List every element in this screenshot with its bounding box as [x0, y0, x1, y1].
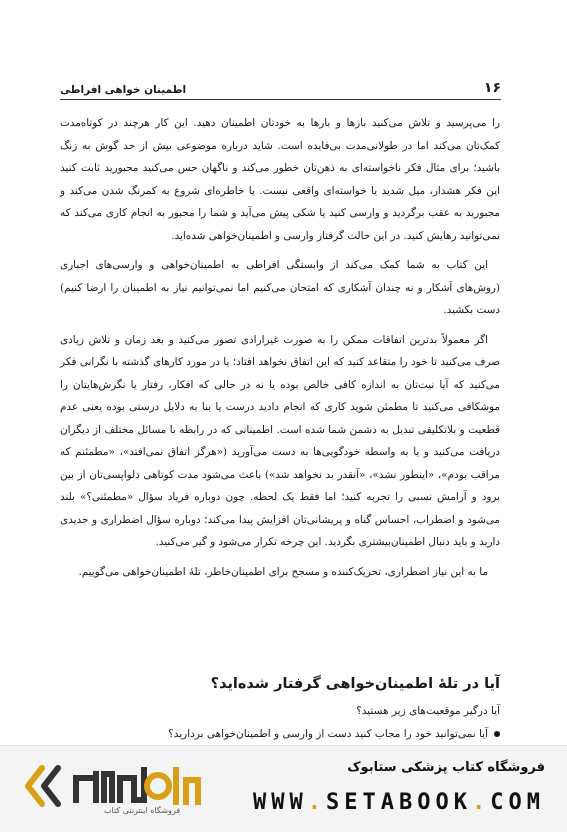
paragraph: ما به این نیاز اضطراری، تحریک‌کننده و مسجح برای اطمینان‌خاطر، تلهٔ اطمینان‌خواهی می‌گوییم.: [78, 565, 488, 578]
logo-subtitle: فروشگاه اینترنتی کتاب: [104, 806, 181, 815]
store-url[interactable]: [253, 790, 545, 815]
running-title: اطمینان خواهی افراطی: [60, 84, 187, 96]
setabook-logo-icon: [20, 756, 220, 826]
body-text: [60, 112, 500, 590]
paragraph: اگر معمولاً بدترین اتفاقات ممکن را به صورت غیرارادی تصور می‌کنید و بعد زمان و تلاش زیادی صرف می‌کنید تا خود را متقاعد کنید که این اتفاق نخواهد افتاد؛ یا در مورد کارهای گذشته با نگرانی فکر می‌کنید که آیا نیت‌تان به اندازه کافی خالص بوده یا نه در حالی که افکار، رفتار یا نگرش‌هایتان را موشکافی می‌کنید تا مطمئن شوید کاری که انجام دادید درست یا بنا به دلایل درستی بوده یعنی عدم قطعیت و بلاتکلیفی تبدیل به دشمن شما شده است. اطمینانی که در رابطه با مسائل مختلف از دیگران دریافت می‌کنید و یا به واسطه خودگویی‌ها به دست می‌آورید («هرگز اتفاق نمی‌افتد»، «مطمئنم که مراقب بودم»، «اینطور نشد»، «آنقدر بد نخواهد شد») باعث می‌شود مدت کوتاهی دلواپسی‌تان از بین برود و آرامش نسبی را تجربه کنید؛ اما فقط یک لحظه. چون دوباره فریاد سؤال «مطمئنی؟» بلند می‌شود و اضطراب، احساس گناه و پریشانی‌تان افزایش پیدا می‌کند؛ دوباره سؤال اضطراری و جدیدی دارید و باید دنبال اطمینان‌بیشتری بگردید. این چرخه تکرار می‌شود و گیر می‌کنید.: [60, 333, 500, 548]
store-footer: [0, 745, 567, 832]
running-header: [60, 76, 501, 100]
section-heading: آیا در تلهٔ اطمینان‌خواهی گرفتار شده‌اید؟: [210, 676, 500, 692]
paragraph: را می‌پرسید و تلاش می‌کنید بارها و بارها به خودتان اطمینان دهید. این کار هرچند در کوتاه‌مدت کمک‌تان می‌کند اما در طولانی‌مدت بی‌فایده است. شاید درباره موضوعی بیش از حد گوش به زنگ باشید؛ برای مثال فکر ناخواسته‌ای به ذهن‌تان خطور می‌کند و ناگهان حس می‌کنید مجبورید ثابت کنید این فکر هشدار، میل شدید یا خواسته‌ای واقعی نیست. یا خاطره‌ای شروع به کمرنگ شدن می‌کند و مجبورید به عقب برگردید و وارسی کنید یا شکی پیش می‌آید و شما را مجبور به انجام کاری می‌کند که نمی‌توانید رهایش کنید. در این حالت گرفتار وارسی و اطمینان‌خواهی شده‌اید.: [60, 117, 500, 242]
url-dot: .: [472, 790, 491, 815]
url-domain: SETABOOK: [326, 790, 472, 815]
url-tld: COM: [490, 790, 545, 815]
store-logo[interactable]: [20, 756, 220, 826]
paragraph: این کتاب به شما کمک می‌کند از وابستگی افراطی به اطمینان‌خواهی و وارسی‌های اجباری (روش‌های آشکار و نه چندان آشکاری که امتحان می‌کنیم اما نمی‌توانیم نیاز به اطمینان را ارضا کنیم) دست بکشید.: [60, 259, 500, 316]
url-www: WWW: [253, 790, 308, 815]
section-subheading: آیا درگیر موقعیت‌های زیر هستید؟: [356, 705, 500, 717]
page-number: ۱۶: [483, 80, 501, 96]
bullet-text: آیا نمی‌توانید خود را مجاب کنید دست از وارسی و اطمینان‌خواهی بردارید؟: [168, 728, 488, 740]
store-name: فروشگاه کتاب پزشکی ستابوک: [347, 760, 545, 775]
bullet-icon: [494, 731, 500, 737]
url-dot: .: [307, 790, 327, 815]
bullet-item: [60, 728, 500, 740]
